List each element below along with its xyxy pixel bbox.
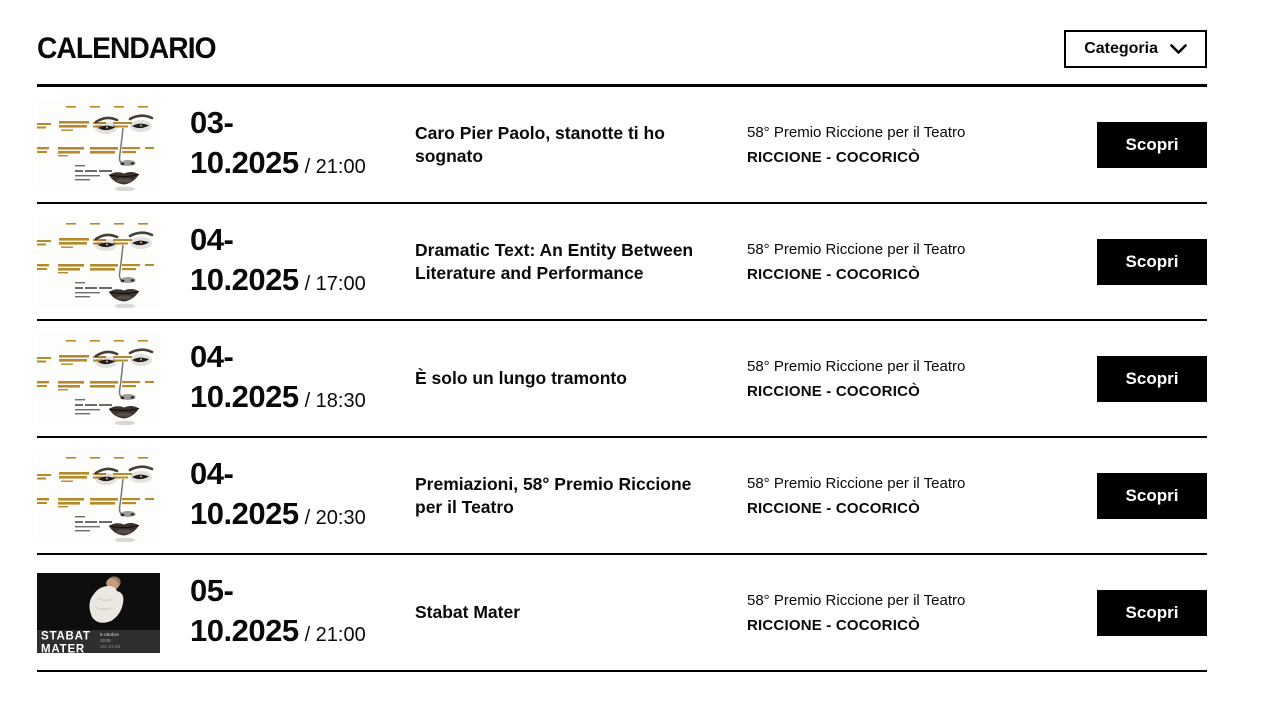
event-thumbnail-premio-riccione-poster[interactable] — [37, 333, 160, 425]
premio-riccione-poster-image — [37, 333, 160, 425]
event-time: / 17:00 — [304, 272, 366, 295]
event-date — [190, 571, 400, 655]
event-row — [37, 87, 1207, 204]
event-thumbnail-premio-riccione-poster[interactable] — [37, 99, 160, 191]
premio-riccione-poster-image — [37, 216, 160, 308]
event-organizer: 58° Premio Riccione per il Teatro — [747, 357, 966, 375]
event-date — [190, 454, 400, 538]
event-thumbnail-stabat-mater-poster[interactable] — [37, 573, 160, 653]
event-thumbnail-premio-riccione-poster[interactable] — [37, 450, 160, 542]
event-venue: RICCIONE - COCORICÒ — [747, 382, 920, 400]
event-info — [747, 124, 1063, 166]
event-organizer: 58° Premio Riccione per il Teatro — [747, 474, 966, 492]
event-organizer: 58° Premio Riccione per il Teatro — [747, 123, 966, 141]
event-info — [747, 241, 1063, 283]
category-dropdown-label: Categoria — [1084, 40, 1158, 57]
calendar-header — [37, 0, 1207, 87]
event-date-day: 03- — [190, 104, 234, 140]
scopri-button[interactable]: Scopri — [1097, 239, 1207, 285]
stabat-note-line1: 5 ottobre — [100, 632, 119, 638]
stabat-mater-poster-image — [37, 573, 160, 653]
event-title[interactable]: È solo un lungo tramonto — [415, 368, 627, 388]
event-title[interactable]: Dramatic Text: An Entity Between Literature and Performance — [415, 239, 694, 283]
calendar-page — [37, 0, 1207, 672]
event-title[interactable]: Caro Pier Paolo, stanotte ti ho sognato — [415, 122, 665, 166]
event-row — [37, 555, 1207, 672]
premio-riccione-poster-image — [37, 450, 160, 542]
stabat-title-line2: MATER — [41, 643, 86, 653]
page-title: CALENDARIO — [37, 32, 216, 65]
event-date-monthyear: 10.2025 — [190, 612, 299, 648]
event-date-monthyear: 10.2025 — [190, 495, 299, 531]
stabat-title-line1: STABAT — [41, 630, 91, 642]
event-time: / 21:00 — [304, 623, 366, 646]
scopri-button[interactable]: Scopri — [1097, 356, 1207, 402]
event-date-day: 04- — [190, 338, 234, 374]
scopri-button[interactable]: Scopri — [1097, 590, 1207, 636]
event-organizer: 58° Premio Riccione per il Teatro — [747, 591, 966, 609]
event-title[interactable]: Premiazioni, 58° Premio Riccione per il Teatro — [415, 473, 692, 517]
event-date-monthyear: 10.2025 — [190, 261, 299, 297]
event-date-monthyear: 10.2025 — [190, 378, 299, 414]
event-date-monthyear: 10.2025 — [190, 144, 299, 180]
event-time: / 21:00 — [304, 155, 366, 178]
event-date — [190, 220, 400, 304]
event-venue: RICCIONE - COCORICÒ — [747, 499, 920, 517]
event-date-day: 04- — [190, 221, 234, 257]
event-thumbnail-premio-riccione-poster[interactable] — [37, 216, 160, 308]
stabat-note-line2: 2025 — [100, 638, 111, 644]
premio-riccione-poster-image — [37, 99, 160, 191]
event-venue: RICCIONE - COCORICÒ — [747, 265, 920, 283]
event-time: / 20:30 — [304, 506, 366, 529]
event-time: / 18:30 — [304, 389, 366, 412]
event-row — [37, 438, 1207, 555]
chevron-down-icon — [1170, 44, 1187, 55]
event-info — [747, 592, 1063, 634]
event-venue: RICCIONE - COCORICÒ — [747, 616, 920, 634]
event-organizer: 58° Premio Riccione per il Teatro — [747, 240, 966, 258]
event-date — [190, 103, 400, 187]
event-row — [37, 321, 1207, 438]
event-title[interactable]: Stabat Mater — [415, 602, 521, 622]
event-date — [190, 337, 400, 421]
scopri-button[interactable]: Scopri — [1097, 473, 1207, 519]
stabat-note-line3: ore 21:00 — [100, 644, 121, 650]
event-row — [37, 204, 1207, 321]
scopri-button[interactable]: Scopri — [1097, 122, 1207, 168]
event-date-day: 05- — [190, 572, 234, 608]
category-dropdown[interactable] — [1064, 30, 1207, 68]
event-venue: RICCIONE - COCORICÒ — [747, 148, 920, 166]
event-date-day: 04- — [190, 455, 234, 491]
event-info — [747, 475, 1063, 517]
event-info — [747, 358, 1063, 400]
event-list — [37, 87, 1207, 672]
